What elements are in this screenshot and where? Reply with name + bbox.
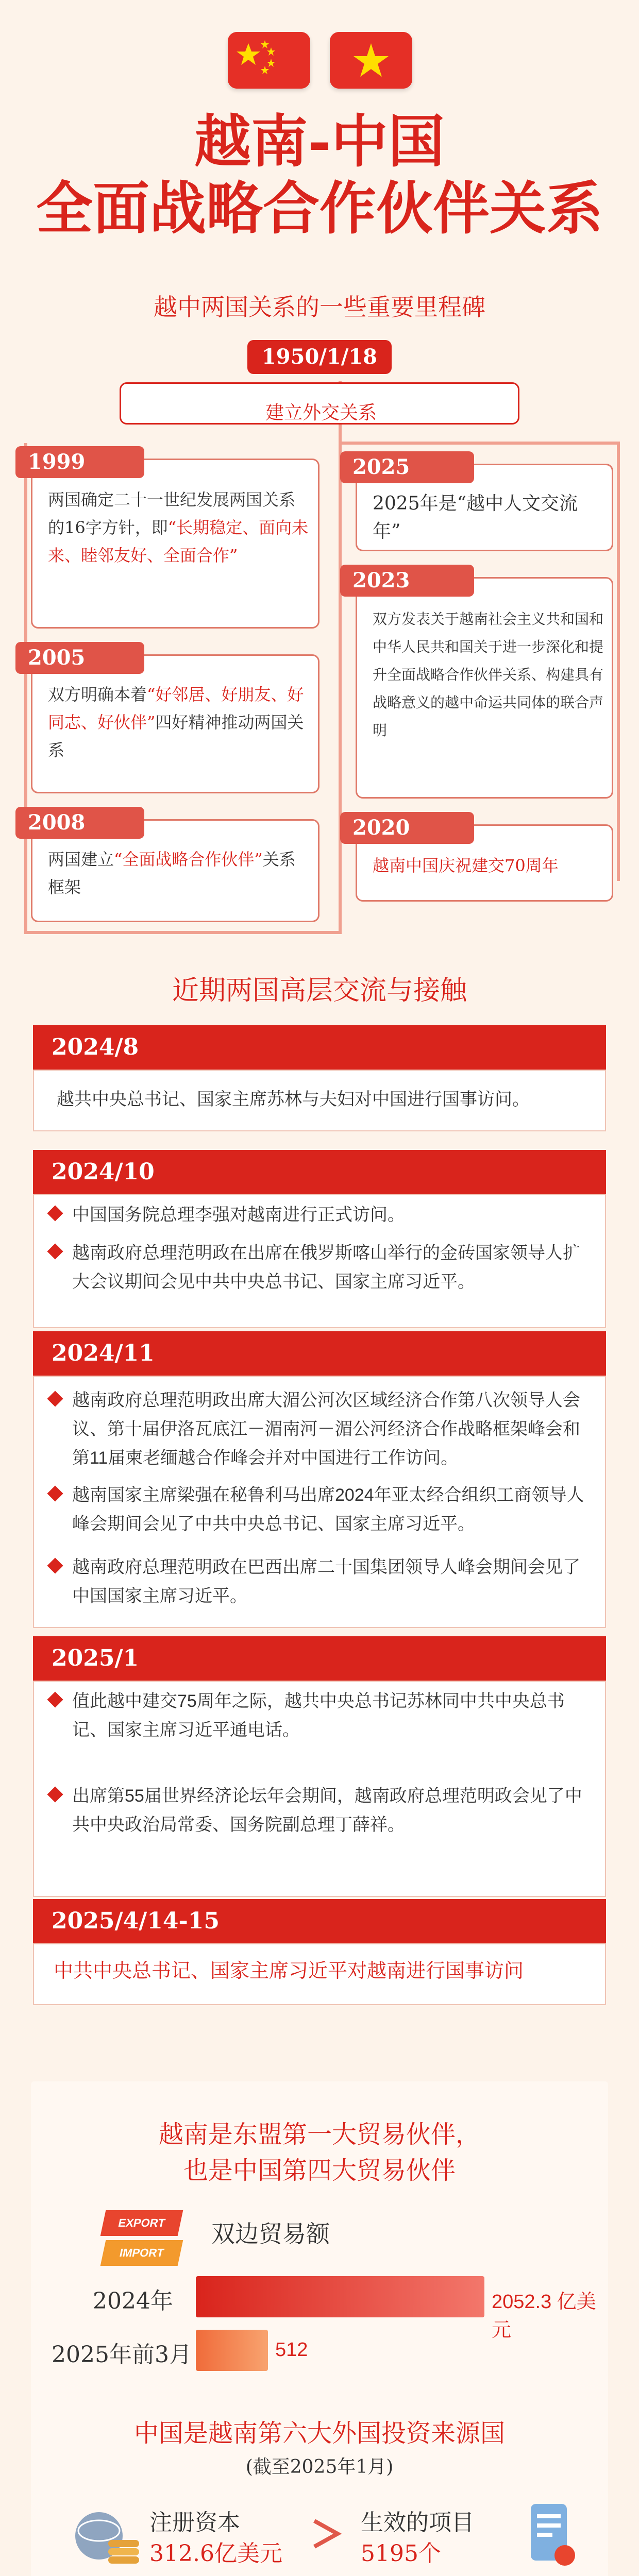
export-label: EXPORT (100, 2210, 183, 2236)
milestone-year-1999: 1999 (15, 446, 144, 478)
bullet-icon (49, 1209, 72, 1222)
investment-subheading: (截至2025年1月) (245, 2456, 394, 2478)
milestone-text: 两国确定二十一世纪发展两国关系的16字方针，即“长期稳定、面向未来、睦邻友好、全面合作” (48, 490, 309, 565)
bar-2024 (196, 2276, 484, 2317)
bullet-icon (49, 1394, 72, 1408)
bar-2025-q1 (196, 2330, 268, 2371)
bar-value-label: 2052.3 亿美元 (492, 2291, 596, 2341)
bar-category-label: 2025年前3月 (52, 2342, 192, 2368)
milestone-year-2005: 2005 (15, 642, 144, 674)
milestone-year-2020: 2020 (340, 812, 474, 844)
bullet-icon (49, 1561, 72, 1574)
trade-heading-line2: 也是中国第四大贸易伙伴 (183, 2156, 456, 2185)
export-import-icon (103, 2210, 180, 2267)
milestone-card-1999 (31, 459, 320, 629)
projects-label: 生效的项目 (361, 2510, 474, 2536)
exchange-item: 越南政府总理范明政在出席在俄罗斯喀山举行的金砖国家领导人扩大会议期间会见中共中央总书记、国家主席习近平。 (72, 1243, 580, 1292)
exchange-item: 中共中央总书记、国家主席习近平对越南进行国事访问 (54, 1960, 524, 1982)
exchange-date-2025-1: 2025/1 (33, 1636, 606, 1681)
milestone-text: 2025年是“越中人文交流年” (373, 493, 578, 542)
investment-heading: 中国是越南第六大外国投资来源国 (133, 2419, 505, 2448)
exchange-item: 越共中央总书记、国家主席苏林与夫妇对中国进行国事访问。 (57, 1090, 530, 1109)
bullet-icon (49, 1695, 72, 1708)
capital-value: 312.6亿美元 (149, 2540, 282, 2567)
bullet-icon (49, 1247, 72, 1260)
exchange-date-2024-8: 2024/8 (33, 1025, 606, 1070)
exchange-date-2024-11: 2024/11 (33, 1331, 606, 1376)
projects-value: 5195个 (361, 2540, 441, 2567)
title-line2: 全面战略合作伙伴关系 (36, 175, 603, 242)
milestone-year-2008: 2008 (15, 807, 144, 839)
root-milestone-text: 建立外交关系 (265, 402, 377, 423)
exchange-item: 值此越中建交75周年之际，越共中央总书记苏林同中共中央总书记、国家主席习近平通电话。 (72, 1691, 565, 1740)
bullet-icon (49, 1489, 72, 1502)
root-milestone-date: 1950/1/18 (247, 340, 392, 374)
milestone-text: 两国建立“全面战略合作伙伴”关系框架 (48, 850, 296, 897)
root-milestone-box (120, 382, 519, 425)
milestone-text: 双方明确本着“好邻居、好朋友、好同志、好伙伴”四好精神推动两国关系 (48, 685, 304, 760)
vietnam-flag-icon (330, 32, 412, 89)
title-line1: 越南-中国 (194, 108, 445, 175)
exchange-date-2024-10: 2024/10 (33, 1150, 606, 1194)
trade-chart (52, 2272, 598, 2391)
bar-value-label: 512 (275, 2339, 308, 2361)
china-flag-icon (228, 32, 310, 89)
bar-category-label: 2024年 (93, 2288, 173, 2314)
milestone-card-2005 (31, 654, 320, 793)
header (0, 0, 639, 278)
exchange-item: 越南政府总理范明政在巴西出席二十国集团领导人峰会期间会见了中国国家主席习近平。 (72, 1557, 580, 1606)
import-label: IMPORT (100, 2240, 183, 2266)
milestone-text: 双方发表关于越南社会主义共和国和中华人民共和国关于进一步深化和提升全面战略合作伙伴关系、构建具有战略意义的越中命运共同体的联合声明 (373, 611, 604, 739)
bullet-icon (49, 1790, 72, 1803)
document-icon (520, 2499, 577, 2571)
exchange-date-2025-4: 2025/4/14-15 (33, 1899, 606, 1943)
milestone-text: 越南中国庆祝建交70周年 (373, 856, 559, 875)
milestone-year-2025: 2025 (340, 451, 474, 483)
milestone-card-2023 (356, 577, 613, 799)
capital-label: 注册资本 (149, 2510, 240, 2536)
milestones-heading: 越中两国关系的一些重要里程碑 (154, 293, 485, 321)
exchanges-heading: 近期两国高层交流与接触 (172, 975, 467, 1006)
exchange-item: 中国国务院总理李强对越南进行正式访问。 (72, 1205, 405, 1225)
trade-heading-line1: 越南是东盟第一大贸易伙伴， (158, 2120, 480, 2149)
exchange-item: 越南国家主席梁强在秘鲁利马出席2024年亚太经合组织工商领导人峰会期间会见了中共中央总书记、国家主席习近平。 (72, 1485, 584, 1534)
milestone-year-2023: 2023 (340, 565, 474, 597)
coins-icon (67, 2504, 144, 2571)
exchange-item: 越南政府总理范明政出席大湄公河次区域经济合作第八次领导人会议、第十届伊洛瓦底江－湄南河－湄公河经济合作战略框架峰会和第11届柬老缅越合作峰会并对中国进行工作访问。 (72, 1391, 580, 1468)
arrow-right-icon (309, 2518, 345, 2549)
trade-chart-title: 双边贸易额 (211, 2220, 330, 2248)
exchange-item: 出席第55届世界经济论坛年会期间，越南政府总理范明政会见了中共中央政治局常委、国务院副总理丁薛祥。 (72, 1786, 582, 1835)
